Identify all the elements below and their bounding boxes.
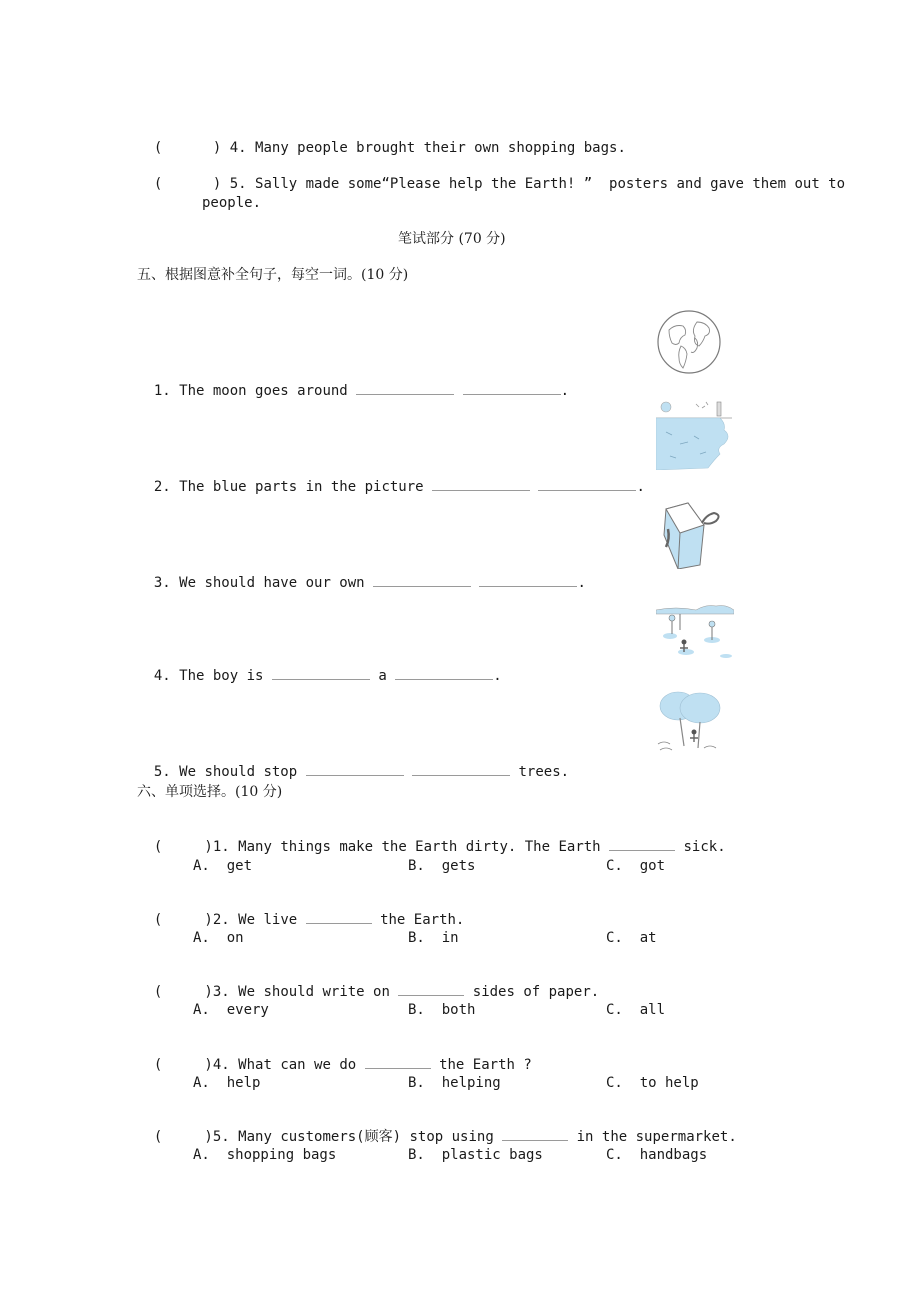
answer-blank[interactable] [502, 1128, 568, 1141]
written-part-title: 笔试部分 (70 分) [398, 231, 506, 247]
answer-blank[interactable] [306, 911, 372, 924]
boy-planting-trees-image [656, 600, 734, 660]
answer-blank[interactable] [412, 763, 510, 776]
listening-item-4: ( ) 4. Many people brought their own shopping bags. [153, 140, 626, 156]
answer-blank[interactable] [395, 667, 493, 680]
s6-q5-option-a[interactable]: A. shopping bags [193, 1147, 337, 1163]
section5-heading: 五、根据图意补全句子，每空一词。(10 分) [137, 267, 409, 283]
s5-item-1: 1. The moon goes around . [153, 383, 570, 399]
s6-q4-option-c[interactable]: C. to help [606, 1075, 699, 1091]
answer-paren[interactable]: ( ) [153, 839, 213, 855]
trees-image [654, 688, 724, 754]
s5-item-4: 4. The boy is a . [153, 668, 502, 684]
s6-q2-option-a[interactable]: A. on [193, 930, 244, 946]
s6-q2-option-c[interactable]: C. at [606, 930, 657, 946]
s6-q1-option-b[interactable]: B. gets [408, 858, 476, 874]
answer-paren[interactable]: ( ) [153, 1057, 213, 1073]
answer-blank[interactable] [365, 1056, 431, 1069]
answer-paren[interactable]: ( ) [153, 912, 213, 928]
listening-item-5: ( ) 5. Sally made some“Please help the Earth! ” posters and gave them out to [153, 176, 846, 192]
s6-q4-option-a[interactable]: A. help [193, 1075, 261, 1091]
s6-q1-option-a[interactable]: A. get [193, 858, 253, 874]
s6-question-2: ( )2. We live the Earth. [153, 912, 465, 928]
answer-blank[interactable] [272, 667, 370, 680]
s6-q4-option-b[interactable]: B. helping [408, 1075, 501, 1091]
s5-item-3: 3. We should have our own . [153, 575, 586, 591]
answer-blank[interactable] [373, 574, 471, 587]
answer-blank[interactable] [538, 478, 636, 491]
s6-question-1: ( )1. Many things make the Earth dirty. The Earth sick. [153, 839, 726, 855]
s6-q5-option-b[interactable]: B. plastic bags [408, 1147, 543, 1163]
answer-paren[interactable]: ( ) [153, 1129, 213, 1145]
s5-item-5: 5. We should stop trees. [153, 764, 570, 780]
section6-heading: 六、单项选择。(10 分) [137, 784, 283, 800]
answer-blank[interactable] [479, 574, 577, 587]
s6-q3-option-a[interactable]: A. every [193, 1002, 269, 1018]
s6-q3-option-b[interactable]: B. both [408, 1002, 476, 1018]
s5-item-2: 2. The blue parts in the picture . [153, 479, 645, 495]
sea-coast-image [656, 398, 732, 470]
answer-paren[interactable]: ( ) [153, 984, 213, 1000]
answer-paren[interactable]: ( ) [153, 176, 222, 192]
listening-item-5-continuation: people. [202, 195, 262, 211]
s6-q3-option-c[interactable]: C. all [606, 1002, 666, 1018]
s6-q1-option-c[interactable]: C. got [606, 858, 666, 874]
s6-q2-option-b[interactable]: B. in [408, 930, 459, 946]
shopping-bag-image [658, 499, 726, 569]
earth-globe-image [655, 308, 723, 376]
answer-paren[interactable]: ( ) [153, 140, 222, 156]
answer-blank[interactable] [356, 382, 454, 395]
answer-blank[interactable] [463, 382, 561, 395]
s6-question-5: ( )5. Many customers(顾客) stop using in the supermarket. [153, 1129, 737, 1145]
answer-blank[interactable] [432, 478, 530, 491]
answer-blank[interactable] [398, 983, 464, 996]
answer-blank[interactable] [306, 763, 404, 776]
s6-q5-option-c[interactable]: C. handbags [606, 1147, 708, 1163]
answer-blank[interactable] [609, 838, 675, 851]
s6-question-4: ( )4. What can we do the Earth ? [153, 1057, 532, 1073]
s6-question-3: ( )3. We should write on sides of paper. [153, 984, 600, 1000]
